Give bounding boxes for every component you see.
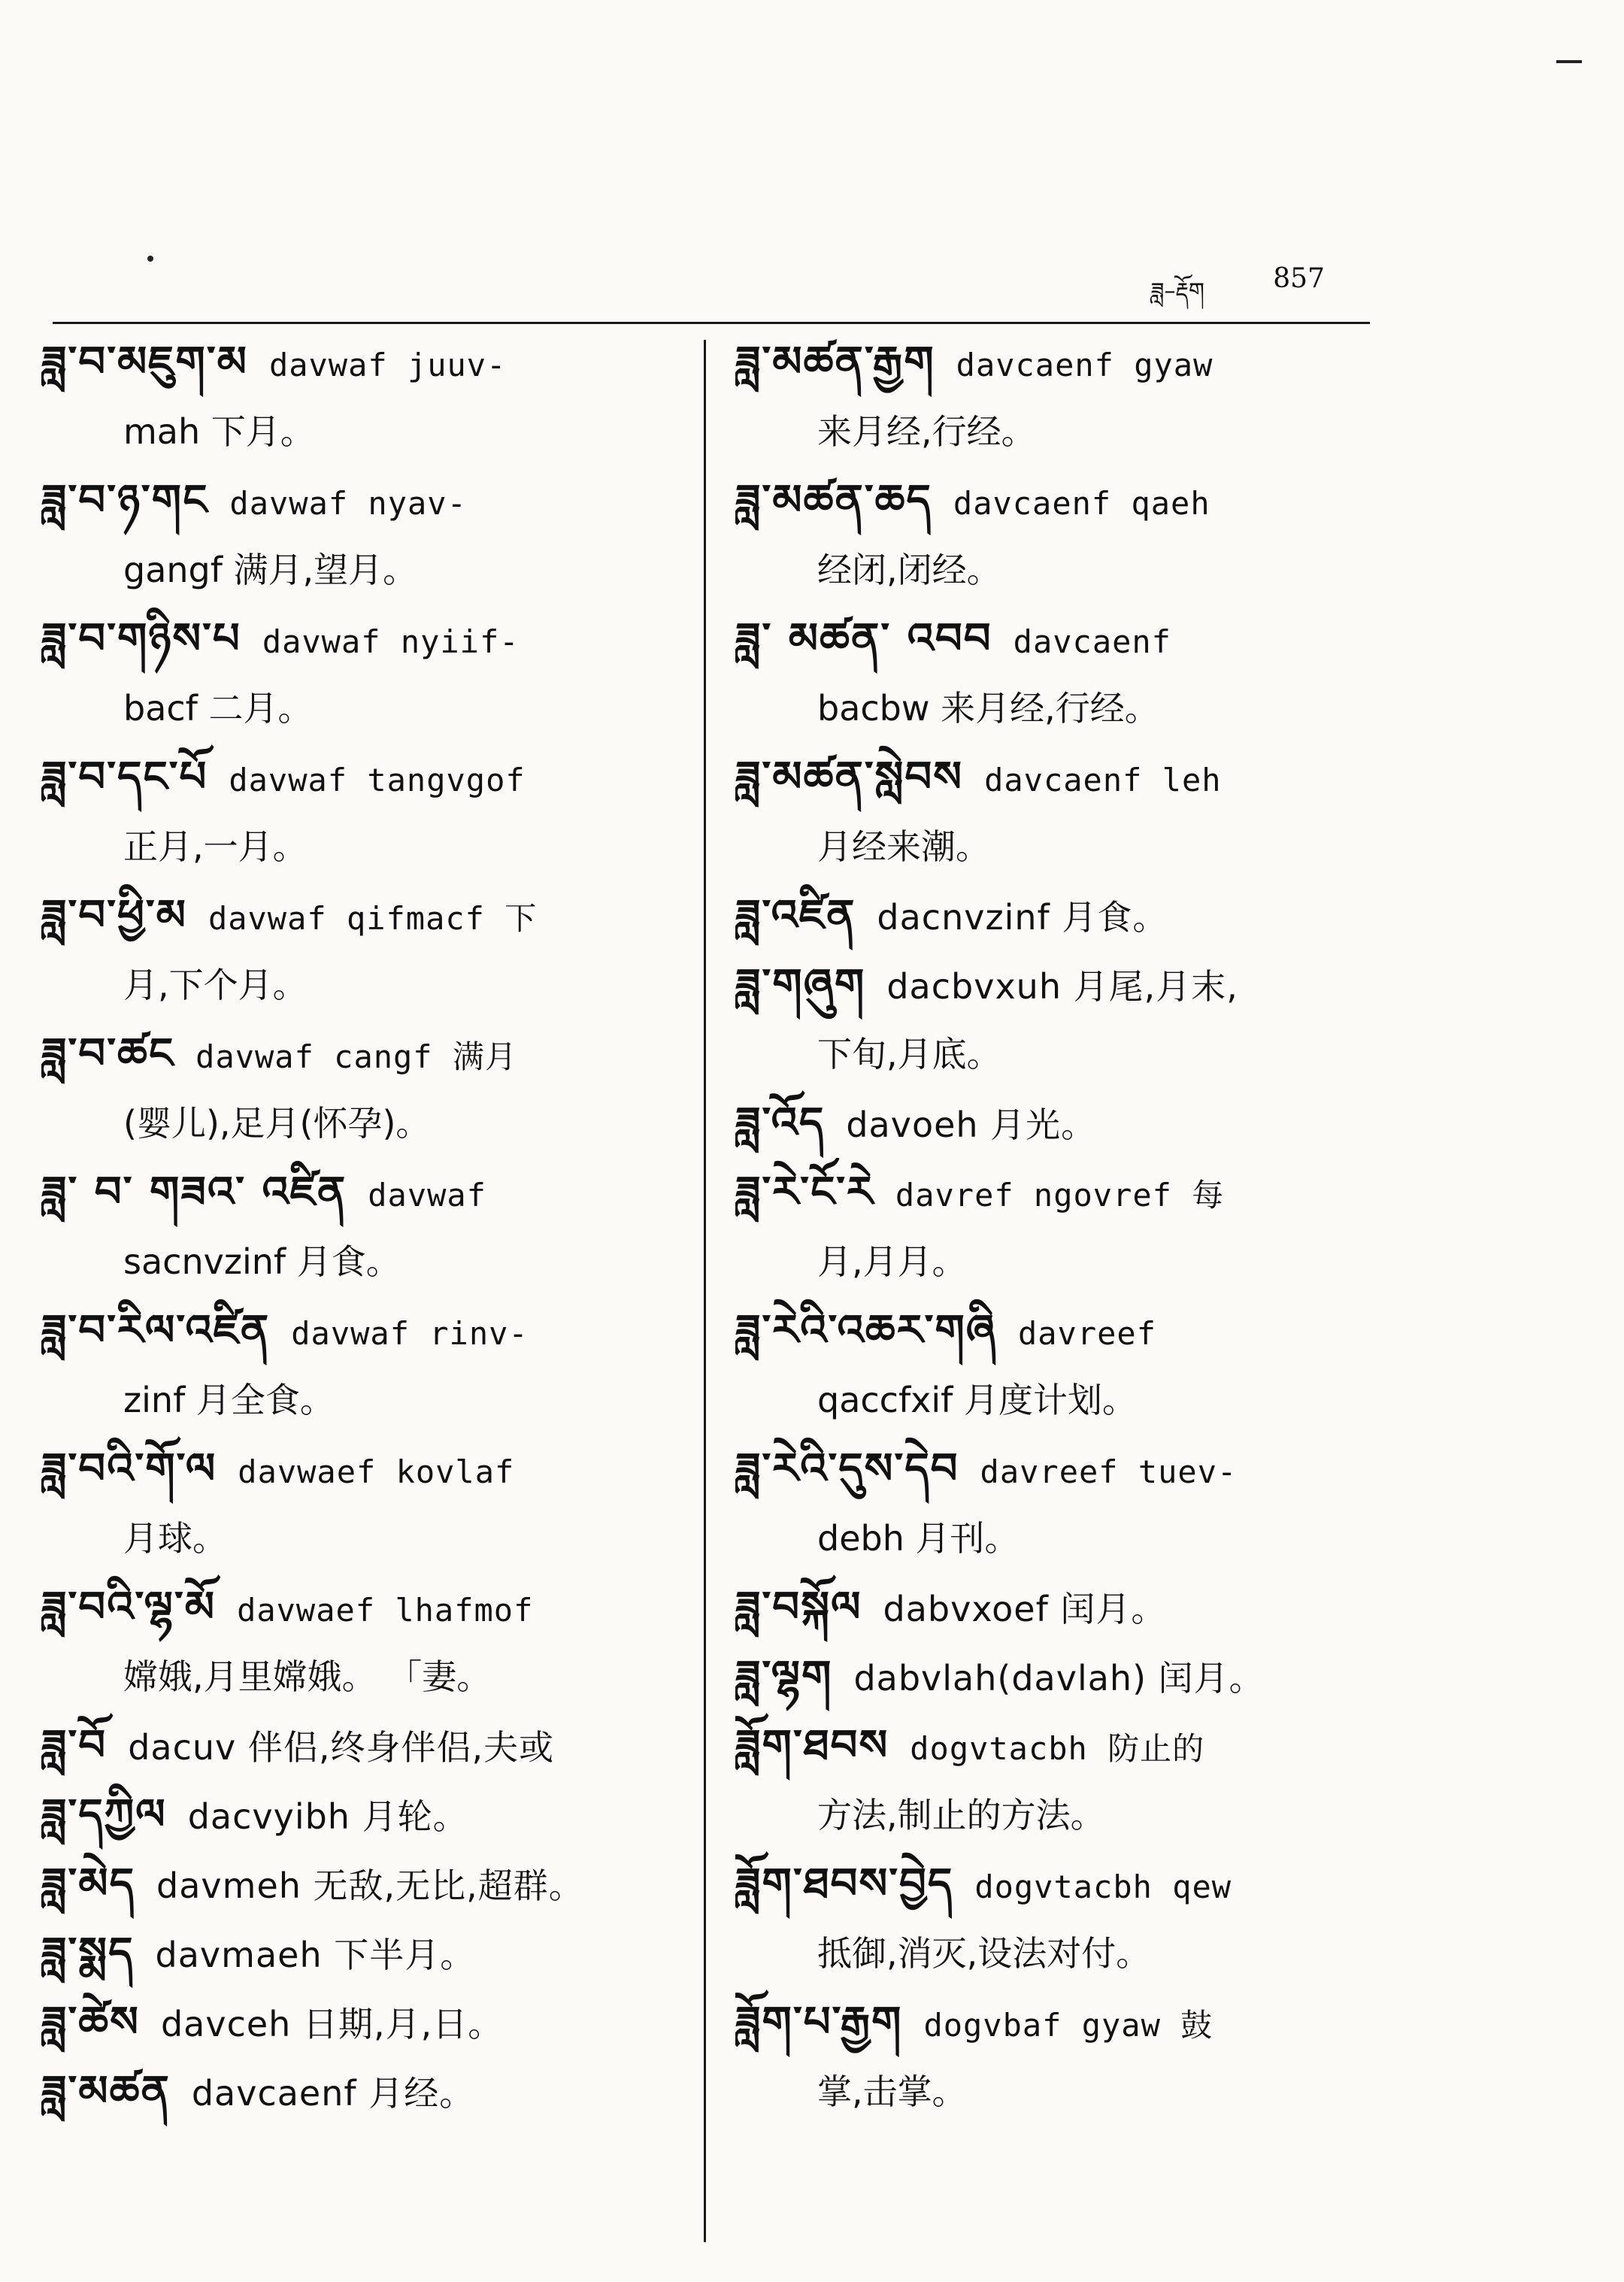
entry-text: dabvlah(davlah) 闰月。: [853, 1658, 1265, 1699]
entry-continuation: qaccfxif 月度计划。: [817, 1380, 1137, 1420]
dictionary-entry: [41, 1988, 686, 2057]
tibetan-headword: ཟློག་ཐབས: [735, 1721, 889, 1770]
entry-text: davwaf cangf 满月: [195, 1038, 517, 1075]
entry-text: davcaenf: [1013, 623, 1171, 660]
dictionary-entry: [735, 1573, 1376, 1642]
entry-text: dacuv 伴侣,终身伴侣,夫或: [128, 1727, 555, 1768]
tibetan-headword: ཟླ་གཞུག: [735, 960, 866, 1009]
entry-continuation: zinf 月全食。: [123, 1380, 335, 1420]
entry-text: davcaenf 月经。: [191, 2073, 475, 2114]
entry-continuation: debh 月刊。: [817, 1518, 1020, 1559]
entry-continuation: 方法,制止的方法。: [817, 1795, 1105, 1835]
dictionary-entry: [41, 466, 686, 605]
entry-continuation: bacbw 来月经,行经。: [817, 688, 1159, 729]
dictionary-entry: [735, 1435, 1376, 1573]
tibetan-headword: ཟླ་མཚན་རྒྱག: [735, 338, 935, 386]
dictionary-entry: [41, 2057, 686, 2126]
tibetan-headword: ཟླ་སྨད: [41, 1929, 135, 1977]
entry-continuation: 下旬,月底。: [817, 1034, 1001, 1074]
right-column: [735, 328, 1376, 2126]
entry-continuation: 月,下个月。: [123, 965, 308, 1005]
dictionary-entry: [41, 1158, 686, 1296]
tibetan-headword: ཟླ་འོད: [735, 1099, 826, 1147]
dictionary-entry: [735, 1988, 1376, 2126]
dictionary-entry: [41, 1020, 686, 1158]
tibetan-headword: ཟླ་མེད: [41, 1859, 136, 1908]
entry-continuation: 正月,一月。: [123, 826, 308, 867]
entry-continuation: bacf 二月。: [123, 688, 313, 729]
entry-text: dogvtacbh 防止的: [910, 1730, 1205, 1767]
dictionary-entry: [41, 743, 686, 881]
dictionary-entry: [735, 328, 1376, 466]
entry-continuation: 月经来潮。: [817, 826, 990, 867]
dictionary-entry: [735, 1850, 1376, 1988]
tibetan-headword: ཟླ་བོ: [41, 1721, 108, 1770]
tibetan-headword: ཟླ་མཚན: [41, 2067, 171, 2116]
entry-continuation: gangf 满月,望月。: [123, 550, 418, 590]
tibetan-headword: ཟླ་མཚན་ཆད: [735, 476, 932, 525]
tibetan-headword: ཟླ་མཚན་སླེབས: [735, 753, 964, 802]
tibetan-headword: ཟླ་བ་དང་པོ: [41, 753, 208, 802]
entry-continuation: 嫦娥,月里嫦娥。 「妻。: [123, 1656, 492, 1697]
dictionary-entry: [735, 1089, 1376, 1158]
entry-text: dogvbaf gyaw 鼓: [923, 2007, 1213, 2044]
tibetan-headword: ཟླ་འཛིན: [735, 891, 856, 940]
tibetan-headword: ཟླ་ལྷག: [735, 1652, 833, 1701]
dictionary-entry: [735, 1711, 1376, 1850]
header-rule: [53, 322, 1370, 324]
entry-text: dacnvzinf 月食。: [877, 897, 1168, 938]
entry-text: davwaf qifmacf 下: [208, 900, 538, 937]
entry-continuation: 掌,击掌。: [817, 2071, 967, 2112]
dictionary-entry: [41, 328, 686, 466]
entry-text: davwaef kovlaf: [238, 1453, 515, 1490]
dictionary-entry: [41, 1573, 686, 1711]
dictionary-entry: [41, 1435, 686, 1573]
ink-speck: [147, 256, 153, 262]
entry-text: davref ngovref 每: [895, 1177, 1225, 1214]
tibetan-headword: ཟླ་རེའི་འཆར་གཞི: [735, 1306, 997, 1355]
entry-continuation: mah 下月。: [123, 411, 315, 452]
dictionary-entry: [735, 605, 1376, 743]
tibetan-headword: ཟླ་བ་ཕྱི་མ: [41, 891, 187, 940]
entry-text: davwaf nyav-: [229, 485, 467, 522]
entry-continuation: 月,月月。: [817, 1241, 967, 1282]
dictionary-entry: [41, 1296, 686, 1435]
entry-continuation: (婴儿),足月(怀孕)。: [123, 1103, 431, 1144]
entry-text: davwaef lhafmof: [237, 1592, 534, 1629]
dictionary-entry: [735, 950, 1376, 1089]
entry-text: davwaf nyiif-: [262, 623, 520, 660]
tibetan-headword: ཟླ་ བ་ གཟའ་ འཛིན: [41, 1168, 347, 1217]
tibetan-headword: ཟླ་དཀྱིལ: [41, 1790, 167, 1839]
running-head-range: ཟླ–རྡོག: [1150, 278, 1204, 305]
entry-text: davwaf tangvgof: [229, 762, 526, 799]
dictionary-entry: [41, 1711, 686, 1780]
dictionary-entry: [735, 466, 1376, 605]
tibetan-headword: ཟླ་བ་ཚང: [41, 1029, 175, 1078]
tibetan-headword: ཟླ་ མཚན་ འབབ: [735, 614, 992, 663]
tibetan-headword: ཟླ་བ་ཉ་གང: [41, 476, 209, 525]
entry-continuation: 来月经,行经。: [817, 411, 1036, 452]
dictionary-entry: [735, 881, 1376, 950]
dictionary-entry: [41, 1850, 686, 1919]
dictionary-entry: [41, 1780, 686, 1850]
entry-continuation: 抵御,消灭,设法对付。: [817, 1933, 1151, 1974]
entry-text: davcaenf leh: [984, 762, 1222, 799]
tibetan-headword: ཟླ་བའི་ལྷ་མོ: [41, 1583, 217, 1632]
entry-text: dacbvxuh 月尾,月末,: [886, 966, 1238, 1007]
dictionary-entry: [735, 1158, 1376, 1296]
tibetan-headword: ཟློག་པ་རྒྱག: [735, 1998, 903, 2047]
entry-continuation: 经闭,闭经。: [817, 550, 1001, 590]
tibetan-headword: ཟློག་ཐབས་བྱེད: [735, 1859, 954, 1908]
tibetan-headword: ཟླ་ཚེས: [41, 1998, 140, 2047]
dictionary-entry: [41, 881, 686, 1020]
entry-text: davcaenf qaeh: [953, 485, 1210, 522]
entry-text: davmeh 无敌,无比,超群。: [156, 1865, 584, 1906]
tibetan-headword: ཟླ་བ་གཉིས་པ: [41, 614, 241, 663]
entry-text: davmaeh 下半月。: [155, 1935, 476, 1975]
entry-text: dacvyibh 月轮。: [187, 1796, 468, 1837]
tibetan-headword: ཟླ་རེ་ངོ་རེ: [735, 1168, 874, 1217]
tibetan-headword: ཟླ་བའི་གོ་ལ: [41, 1444, 217, 1493]
entry-text: davwaf: [368, 1177, 486, 1214]
left-column: [41, 328, 686, 2126]
entry-text: davreef: [1017, 1315, 1156, 1352]
entry-text: davcaenf gyaw: [956, 347, 1213, 383]
dictionary-entry: [735, 1296, 1376, 1435]
dictionary-entry: [735, 743, 1376, 881]
page-number: 857: [1273, 263, 1325, 294]
entry-text: davreef tuev-: [980, 1453, 1238, 1490]
column-divider: [704, 340, 706, 2242]
tibetan-headword: ཟླ་བ་རིལ་འཛིན: [41, 1306, 271, 1355]
tibetan-headword: ཟླ་བསྐོལ: [735, 1583, 862, 1632]
dictionary-entry: [41, 1919, 686, 1988]
entry-text: davwaf juuv-: [268, 347, 507, 383]
dictionary-entry: [735, 1642, 1376, 1711]
entry-continuation: sacnvzinf 月食。: [123, 1241, 401, 1282]
dictionary-entry: [41, 605, 686, 743]
edge-mark: [1556, 60, 1582, 63]
entry-text: davwaf rinv-: [291, 1315, 529, 1352]
page-header: [53, 262, 1370, 307]
entry-text: davceh 日期,月,日。: [160, 2004, 504, 2044]
entry-text: davoeh 月光。: [846, 1105, 1097, 1145]
entry-text: dabvxoef 闰月。: [883, 1589, 1167, 1629]
tibetan-headword: ཟླ་རེའི་དུས་དེབ: [735, 1444, 959, 1493]
tibetan-headword: ཟླ་བ་མཇུག་མ: [41, 338, 248, 386]
entry-text: dogvtacbh qew: [974, 1868, 1232, 1905]
entry-continuation: 月球。: [123, 1518, 227, 1559]
